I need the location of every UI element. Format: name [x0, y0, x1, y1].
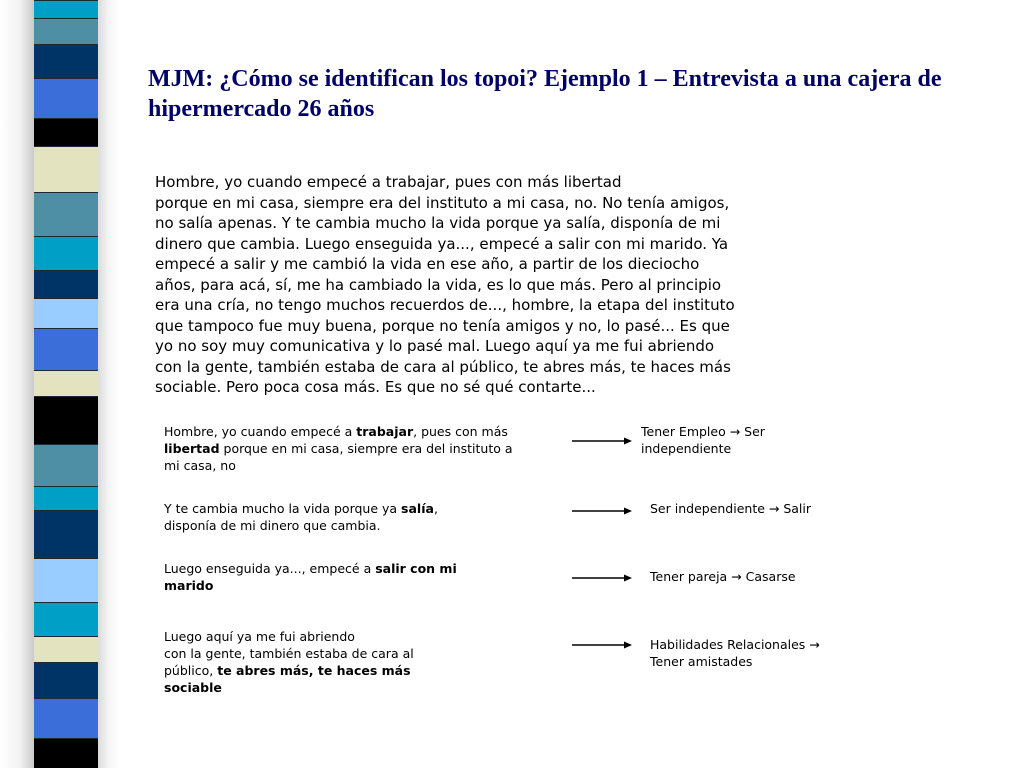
stripe-band [34, 270, 98, 298]
topos-quote-3: Luego enseguida ya..., empecé a salir con mi marido [164, 561, 457, 593]
interview-line: empecé a salir y me cambió la vida en ese año, a partir de los dieciocho [155, 255, 700, 273]
interview-line: Hombre, yo cuando empecé a trabajar, pues con más libertad [155, 173, 622, 191]
interview-line: años, para acá, sí, me ha cambiado la vida, es lo que más. Pero al principio [155, 275, 722, 294]
slide-title: MJM: ¿Cómo se identifican los topoi? Ejemplo 1 – Entrevista a una cajera de hipermercado 26 años [148, 66, 942, 122]
stripe-band [34, 602, 98, 636]
arrow-right-icon [572, 640, 632, 650]
topos-meaning-2: Ser independiente → Salir [650, 501, 812, 516]
stripe-band [34, 0, 98, 18]
arrow-right-icon [572, 506, 632, 516]
stripe-band [34, 78, 98, 118]
interview-line: porque en mi casa, siempre era del instituto a mi casa, no. No tenía amigos, [155, 193, 730, 212]
arrow-right-icon [572, 573, 632, 583]
interview-line: que tampoco fue muy buena, porque no tenía amigos y no, lo pasé... Es que [155, 316, 730, 335]
interview-line: no salía apenas. Y te cambia mucho la vida porque ya salía, disponía de mi [155, 214, 721, 232]
interview-line: era una cría, no tengo muchos recuerdos de..., hombre, la etapa del instituto [155, 296, 735, 314]
stripe-band [34, 44, 98, 78]
interview-paragraph [155, 172, 835, 398]
stripe-band [34, 118, 98, 146]
interview-line: dinero que cambia. Luego enseguida ya..., empecé a salir con mi marido. Ya [155, 234, 729, 253]
stripe-band [34, 662, 98, 698]
topos-quote-4: Luego aquí ya me fui abriendo con la gente, también estaba de cara al público, te abres más, te haces más sociable [164, 629, 414, 695]
stripe-band [34, 236, 98, 270]
stripe-band [34, 192, 98, 236]
stripe-band [34, 298, 98, 328]
topos-meaning-1: Tener Empleo → Ser independiente [641, 424, 765, 456]
stripe-band [34, 636, 98, 662]
stripe-band [34, 486, 98, 510]
stripe-band [34, 558, 98, 602]
topos-quote-2: Y te cambia mucho la vida porque ya salía, disponía de mi dinero que cambia. [164, 501, 438, 533]
stripe-band [34, 698, 98, 738]
stripe-band [34, 738, 98, 768]
stripe-band [34, 328, 98, 370]
topos-quote-1: Hombre, yo cuando empecé a trabajar, pues con más libertad porque en mi casa, siempre era del instituto a mi casa, no [164, 424, 513, 473]
topos-meaning-3: Tener pareja → Casarse [650, 569, 796, 584]
interview-line: yo no soy muy comunicativa y lo pasé mal. Luego aquí ya me fui abriendo [155, 337, 715, 355]
stripe-band [34, 444, 98, 486]
topos-meaning-4: Habilidades Relacionales → Tener amistades [650, 637, 820, 669]
stripe-band [34, 396, 98, 444]
stripe-band [34, 510, 98, 558]
interview-line: sociable. Pero poca cosa más. Es que no sé qué contarte... [155, 378, 596, 396]
arrow-right-icon [572, 436, 632, 446]
decorative-stripe [0, 0, 120, 768]
interview-line: con la gente, también estaba de cara al público, te abres más, te haces más [155, 357, 731, 376]
stripe-band [34, 18, 98, 44]
stripe-band [34, 370, 98, 396]
stripe-band [34, 146, 98, 192]
